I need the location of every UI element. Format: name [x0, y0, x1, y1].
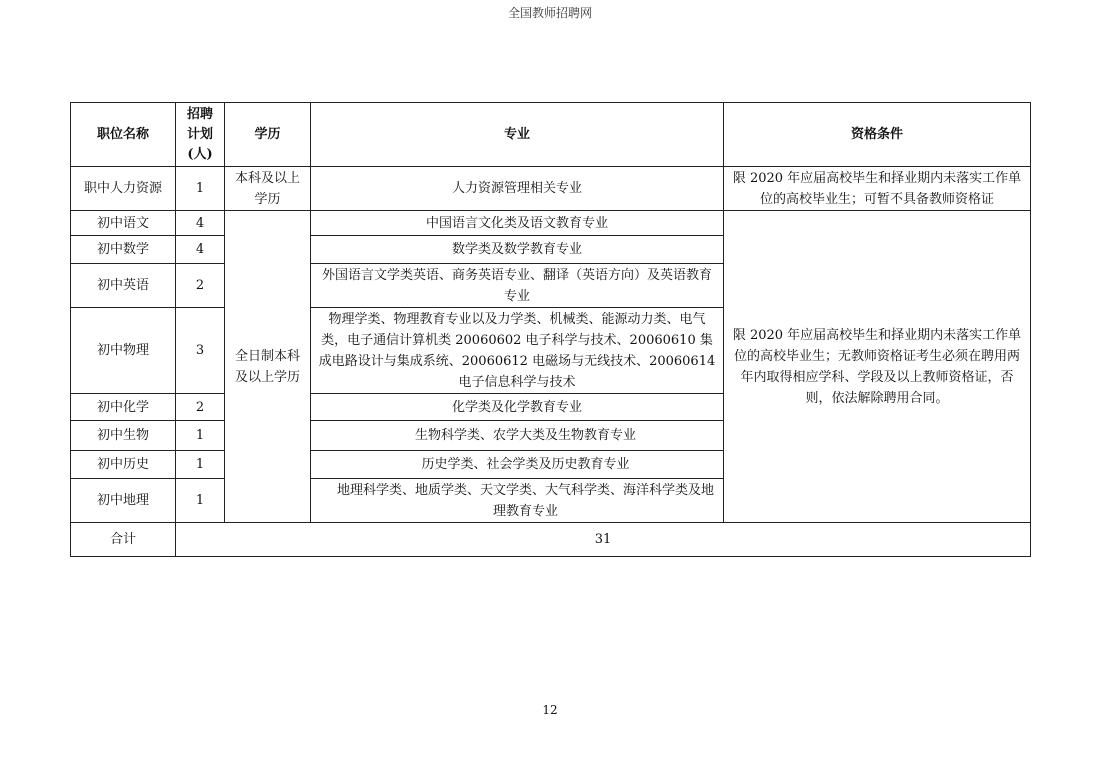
table-row	[71, 167, 1031, 211]
shared-qualification-cell: 限 2020 年应届高校毕生和择业期内未落实工作单位的高校毕业生；无教师资格证考生必须在聘用两年内取得相应学科、学段及以上教师资格证，否则，依法解除聘用合同。	[724, 211, 1031, 523]
shared-education-cell: 全日制本科及以上学历	[225, 211, 311, 523]
major-cell: 历史学类、社会学类及历史教育专业	[311, 451, 724, 479]
table-row	[71, 211, 1031, 236]
major-cell: 化学类及化学教育专业	[311, 394, 724, 421]
position-cell: 初中地理	[71, 479, 176, 523]
header-plan: 招聘计划(人)	[176, 103, 225, 167]
plan-cell: 2	[176, 394, 225, 421]
plan-cell: 1	[176, 167, 225, 211]
page-number: 12	[542, 703, 558, 717]
plan-cell: 4	[176, 236, 225, 264]
position-cell: 初中历史	[71, 451, 176, 479]
position-cell: 初中物理	[71, 308, 176, 394]
table-header-row	[71, 103, 1031, 167]
major-cell: 中国语言文化类及语文教育专业	[311, 211, 724, 236]
plan-cell: 4	[176, 211, 225, 236]
major-cell: 数学类及数学教育专业	[311, 236, 724, 264]
major-cell: 人力资源管理相关专业	[311, 167, 724, 211]
position-cell: 初中语文	[71, 211, 176, 236]
position-cell: 职中人力资源	[71, 167, 176, 211]
education-cell: 本科及以上学历	[225, 167, 311, 211]
total-row	[71, 523, 1031, 557]
header-position: 职位名称	[71, 103, 176, 167]
total-value: 31	[176, 523, 1031, 557]
plan-cell: 2	[176, 264, 225, 308]
header-education: 学历	[225, 103, 311, 167]
qualification-cell: 限 2020 年应届高校毕生和择业期内未落实工作单位的高校毕业生；可暂不具备教师资格证	[724, 167, 1031, 211]
major-cell: 物理学类、物理教育专业以及力学类、机械类、能源动力类、电气类，电子通信计算机类 20060602 电子科学与技术、20060610 集成电路设计与集成系统、20060612 电磁场与无线技术、20060614 电子信息科学与技术	[311, 308, 724, 394]
plan-cell: 1	[176, 479, 225, 523]
position-cell: 初中化学	[71, 394, 176, 421]
position-cell: 初中生物	[71, 421, 176, 451]
plan-cell: 1	[176, 421, 225, 451]
watermark-text: 全国教师招聘网	[507, 6, 592, 20]
recruitment-table	[70, 102, 1031, 557]
header-major: 专业	[311, 103, 724, 167]
header-qualification: 资格条件	[724, 103, 1031, 167]
position-cell: 初中英语	[71, 264, 176, 308]
position-cell: 初中数学	[71, 236, 176, 264]
total-label: 合计	[71, 523, 176, 557]
plan-cell: 3	[176, 308, 225, 394]
major-cell: 地理科学类、地质学类、天文学类、大气科学类、海洋科学类及地理教育专业	[311, 479, 724, 523]
plan-cell: 1	[176, 451, 225, 479]
major-cell: 外国语言文学类英语、商务英语专业、翻译（英语方向）及英语教育专业	[311, 264, 724, 308]
major-cell: 生物科学类、农学大类及生物教育专业	[311, 421, 724, 451]
